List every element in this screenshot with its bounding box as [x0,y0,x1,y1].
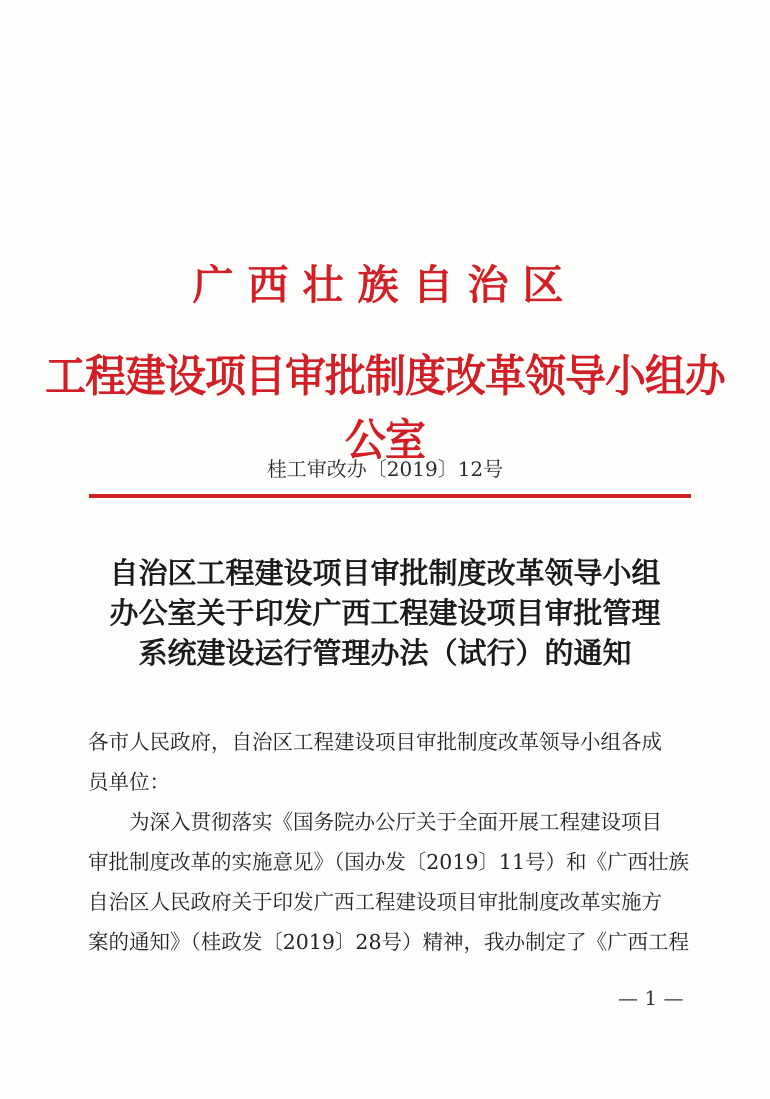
paragraph-line: 审批制度改革的实施意见》（国办发〔2019〕11号）和《广西壮族 [88,850,690,874]
title-line: 办公室关于印发广西工程建设项目审批管理 [109,596,661,630]
document-number: 桂工审改办〔2019〕12号 [266,457,504,481]
addressee-line: 各市人民政府，自治区工程建设项目审批制度改革领导小组各成 [88,730,662,754]
title-line: 系统建设运行管理办法（试行）的通知 [138,636,632,670]
paragraph-line: 案的通知》（桂政发〔2019〕28号）精神，我办制定了《广西工程 [88,930,690,954]
issuer-name-line2: 工程建设项目审批制度改革领导小组办公室 [45,351,725,466]
title-line: 自治区工程建设项目审批制度改革领导小组 [109,556,661,590]
page-number: — 1 — [618,986,684,1010]
red-header-divider [89,494,691,498]
paragraph-line: 为深入贯彻落实《国务院办公厅关于全面开展工程建设项目 [129,810,662,834]
document-title [90,553,680,673]
document-body [88,722,700,962]
addressee-line: 员单位： [88,770,170,794]
paragraph-line: 自治区人民政府关于印发广西工程建设项目审批制度改革实施方 [88,890,662,914]
issuer-name-line1: 广西壮族自治区 [192,261,578,309]
